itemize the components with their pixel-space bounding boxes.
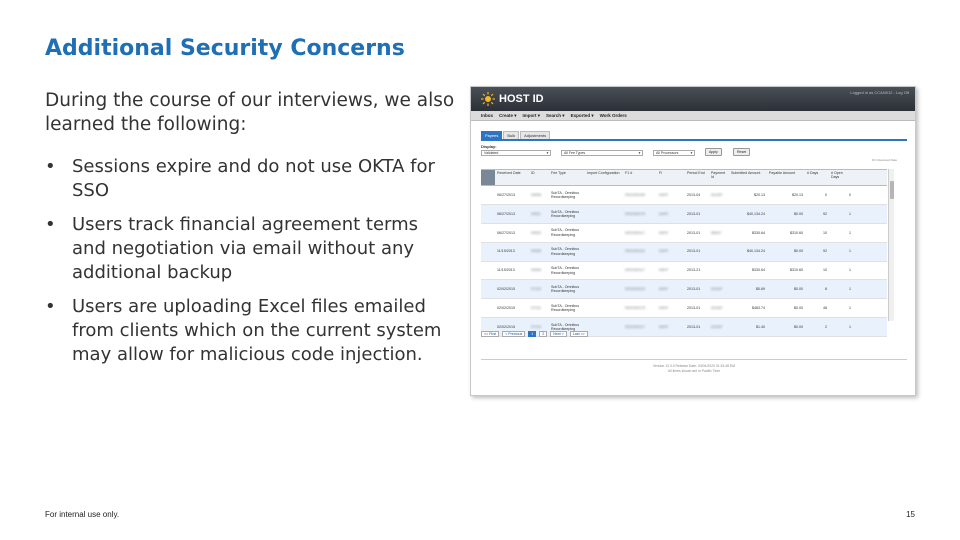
footer-note: For internal use only. — [45, 510, 120, 519]
table-cell — [709, 213, 729, 215]
table-cell: 10 — [823, 230, 827, 235]
table-cell — [481, 194, 495, 196]
table-cell: $1.40 — [756, 325, 765, 330]
app-header — [471, 87, 915, 111]
sun-icon — [481, 92, 495, 106]
table-cell — [481, 288, 495, 290]
column-header[interactable]: F1 # — [625, 171, 633, 175]
table-cell — [585, 326, 623, 328]
menu-item[interactable]: Search ▾ — [546, 112, 565, 118]
table-cell — [585, 232, 623, 234]
column-header[interactable] — [481, 170, 495, 185]
bullet-item — [45, 155, 455, 203]
table-cell — [709, 251, 729, 253]
table-header — [481, 170, 887, 186]
table-cell: $0.69 — [756, 287, 765, 292]
table-cell: 2013-01 — [687, 287, 701, 292]
table-cell — [481, 307, 495, 309]
table-cell: 8 — [825, 287, 827, 292]
table-cell: SubTA - Omnibus Recordkeeping — [551, 285, 580, 294]
table-scrollbar[interactable] — [888, 169, 894, 321]
fee-type-select-value: All Fee Types — [564, 151, 586, 155]
table-cell: 07121 — [531, 306, 541, 311]
table-cell: 92 — [823, 249, 827, 254]
table-cell: 02UDF — [711, 325, 723, 330]
login-status[interactable]: Logged in as CCAN012 - Log Off — [850, 90, 909, 95]
table-cell: 2013-21 — [687, 268, 701, 273]
table-cell: $0.00 — [794, 325, 803, 330]
table-cell: 02UDF — [711, 306, 723, 311]
table-cell: $0.00 — [794, 249, 803, 254]
bullet-text: Users track financial agreement terms and negotiation via email without any additional backup — [72, 214, 419, 283]
table-cell: $0.00 — [794, 211, 803, 216]
fee-type-select[interactable] — [561, 150, 643, 156]
menu-item[interactable]: Inbox — [481, 113, 493, 118]
table-cell — [585, 270, 623, 272]
table-cell: 2 — [825, 325, 827, 330]
intro-text: During the course of our interviews, we also learned the following: — [45, 90, 455, 135]
table-row[interactable] — [481, 224, 887, 243]
table-cell — [585, 251, 623, 253]
table-cell: 2013-01 — [687, 306, 701, 311]
table-cell: 0001000175 — [625, 211, 645, 216]
app-body — [481, 131, 907, 341]
table-cell: 0001000169 — [625, 192, 645, 197]
app-footer — [481, 359, 907, 374]
resolved-date-note: DC Resolved Date — [872, 158, 897, 162]
table-cell — [481, 251, 495, 253]
table-row[interactable] — [481, 205, 887, 224]
table-cell: 10 — [823, 268, 827, 273]
table-cell: 07132 — [531, 287, 541, 292]
table-cell — [481, 232, 495, 234]
table-cell: 02/02/2015 — [497, 325, 515, 330]
tab-bulk[interactable]: Bulk — [503, 131, 519, 139]
table-cell: 06/27/2013 — [497, 211, 515, 216]
table-cell: SubTA - Omnibus Recordkeeping — [551, 228, 580, 237]
scrollbar-thumb[interactable] — [890, 181, 894, 199]
menu-item[interactable]: Exported ▾ — [570, 112, 594, 118]
table-cell: 07120 — [531, 325, 541, 330]
table-cell — [709, 270, 729, 272]
pager-link[interactable]: Last >> — [570, 331, 588, 337]
table-cell: $330.64 — [752, 230, 765, 235]
version-text: Version 13.3.0 Release Date: 03/04/2020 01:51:48 EM — [652, 364, 736, 368]
table-cell: $310.60 — [790, 230, 803, 235]
table-cell: NAYF — [659, 230, 669, 235]
display-label: Display: — [481, 144, 497, 149]
app-screenshot — [470, 86, 916, 396]
column-header[interactable]: Payment Id — [711, 171, 726, 180]
table-cell: $0.00 — [794, 306, 803, 311]
table-cell: $310.60 — [790, 268, 803, 273]
table-row[interactable] — [481, 186, 887, 205]
table-cell: 02/02/2015 — [497, 287, 515, 292]
table-cell: SubTA - Omnibus Recordkeeping — [551, 247, 580, 256]
table-cell: 2013-01 — [687, 211, 701, 216]
apply-button[interactable]: Apply — [705, 148, 722, 156]
bullet-item — [45, 213, 455, 285]
chevron-down-icon: ▼ — [638, 151, 641, 155]
table-cell: $483.74 — [752, 306, 765, 311]
table-cell — [585, 194, 623, 196]
column-header[interactable]: Received Date — [497, 171, 521, 175]
chevron-down-icon: ▼ — [546, 151, 549, 155]
table-cell: $40,134.24 — [747, 211, 765, 216]
main-menu — [471, 111, 915, 121]
table-cell: 2013-01 — [687, 230, 701, 235]
table-cell: $20.13 — [792, 192, 803, 197]
bullet-mark: • — [45, 296, 56, 317]
menu-item[interactable]: Work Orders — [599, 113, 627, 118]
table-cell: $20.13 — [754, 192, 765, 197]
brand-name: HOST ID — [499, 93, 544, 105]
table-cell: 04520 — [531, 230, 541, 235]
table-cell — [481, 326, 495, 328]
table-cell: 9B007 — [711, 230, 722, 235]
pager-link[interactable]: << First — [481, 331, 499, 337]
table-cell: 1 — [849, 268, 851, 273]
table-cell: DAYF — [659, 249, 669, 254]
pager-link[interactable]: Next > — [550, 331, 567, 337]
bullet-item — [45, 295, 455, 367]
table-row[interactable] — [481, 280, 887, 299]
table-cell: 02UDF — [711, 287, 723, 292]
table-cell — [481, 213, 495, 215]
column-header[interactable]: # Open Days — [831, 171, 843, 180]
tab-underline — [481, 139, 907, 141]
status-select-value: Validated — [484, 151, 499, 155]
table-row[interactable] — [481, 243, 887, 262]
table-cell: SubTA - Omnibus Recordkeeping — [551, 266, 580, 275]
table-cell: 92 — [823, 211, 827, 216]
table-cell: 1 — [849, 230, 851, 235]
column-header[interactable]: Payable Amount — [769, 171, 796, 175]
table-cell: 2013-01 — [687, 249, 701, 254]
table-cell: 04536 — [531, 249, 541, 254]
table-cell: 02/02/2015 — [497, 306, 515, 311]
table-row[interactable] — [481, 262, 887, 281]
table-cell: SubTA - Omnibus Recordkeeping — [551, 322, 580, 332]
column-header[interactable]: Fee Type — [551, 171, 566, 175]
table-cell: 0001000117 — [625, 325, 645, 330]
column-header[interactable]: Period End — [687, 171, 705, 175]
column-header[interactable]: Import Configuration — [587, 171, 620, 175]
table-cell: 0 — [825, 192, 827, 197]
menu-item[interactable]: Import ▾ — [522, 112, 541, 118]
table-cell: 06/27/2013 — [497, 192, 515, 197]
table-cell: 04698 — [531, 192, 541, 197]
column-header[interactable]: # Days — [807, 171, 819, 175]
pagination — [481, 331, 588, 337]
table-cell: SubTA - Omnibus Recordkeeping — [551, 209, 580, 218]
table-cell: 1 — [849, 249, 851, 254]
table-cell: 2013-04 — [687, 192, 701, 197]
tab-strip — [481, 131, 907, 139]
table-cell: 0001000115 — [625, 249, 645, 254]
table-cell: 0001000175 — [625, 306, 645, 311]
table-cell: 11/19/2013 — [497, 249, 515, 254]
table-cell: NAYF — [659, 268, 669, 273]
menu-item[interactable]: Create ▾ — [499, 112, 517, 118]
table-cell: $0.00 — [794, 287, 803, 292]
table-cell: $330.64 — [752, 268, 765, 273]
processor-select[interactable] — [653, 150, 695, 156]
table-cell: 2013-01 — [687, 325, 701, 330]
table-cell: 02UDF — [711, 192, 723, 197]
table-cell: SubTA - Omnibus Recordkeeping — [551, 190, 580, 199]
table-cell — [585, 288, 623, 290]
table-cell: 1 — [849, 211, 851, 216]
bullet-mark: • — [45, 156, 56, 177]
table-cell: 04546 — [531, 268, 541, 273]
table-cell: 04511 — [531, 211, 541, 216]
results-table — [481, 169, 887, 337]
table-cell — [585, 307, 623, 309]
bullet-text: Users are uploading Excel files emailed from clients which on the current system may allow for malicious code injection. — [72, 296, 442, 365]
table-row[interactable] — [481, 299, 887, 318]
page-number: 15 — [906, 510, 915, 519]
table-cell: 1 — [849, 287, 851, 292]
table-cell: 0 — [849, 192, 851, 197]
table-cell: 1 — [849, 325, 851, 330]
table-cell: 06/27/2013 — [497, 230, 515, 235]
pager-link[interactable]: 2 — [539, 331, 547, 337]
tab-adjustments[interactable]: Adjustments — [520, 131, 550, 139]
table-cell — [481, 270, 495, 272]
table-cell: AAYF — [659, 287, 669, 292]
app-logo — [481, 92, 544, 106]
chevron-down-icon: ▼ — [690, 151, 693, 155]
bullet-text: Sessions expire and do not use OKTA for SSO — [72, 156, 435, 201]
table-cell: 11/19/2013 — [497, 268, 515, 273]
table-cell: SubTA - Omnibus Recordkeeping — [551, 303, 580, 313]
reset-button[interactable]: Reset — [733, 148, 750, 156]
table-cell: 1 — [849, 306, 851, 311]
table-cell: DAYF — [659, 192, 669, 197]
bullet-mark: • — [45, 214, 56, 235]
table-cell — [585, 213, 623, 215]
column-header[interactable]: FI — [659, 171, 663, 175]
bullet-list — [45, 155, 455, 377]
processor-select-value: All Processors — [656, 151, 679, 155]
slide-title: Additional Security Concerns — [45, 36, 405, 61]
table-cell: 0001000117 — [625, 268, 645, 273]
tab-payees[interactable]: Payees — [481, 131, 502, 139]
table-cell: DAYF — [659, 306, 669, 311]
filter-bar — [481, 144, 907, 160]
table-cell: 48 — [823, 306, 827, 311]
pager-link[interactable]: < Previous — [502, 331, 525, 337]
column-header[interactable]: Submitted Amount — [731, 171, 761, 175]
pager-link[interactable]: 1 — [528, 331, 536, 337]
column-header[interactable]: ID — [531, 171, 535, 175]
table-cell: DAYF — [659, 211, 669, 216]
status-select[interactable] — [481, 150, 551, 156]
table-cell: 0001000102 — [625, 287, 645, 292]
table-cell: NAYF — [659, 325, 669, 330]
table-cell: 0001000117 — [625, 230, 645, 235]
timezone-text: All times shown are in Pacific Time — [667, 369, 721, 373]
table-cell: $40,134.24 — [747, 249, 765, 254]
